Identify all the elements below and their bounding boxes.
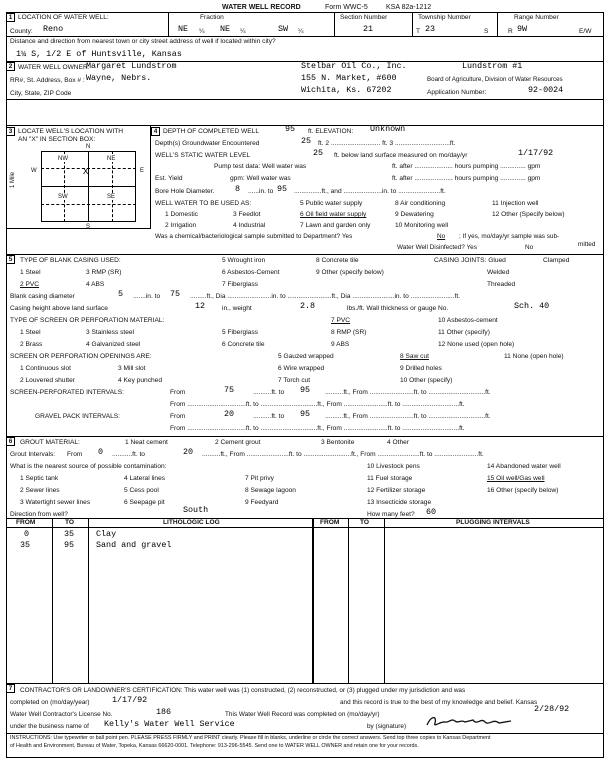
contam-option-5: 5 Cess pool [124,487,159,494]
screen-to-value: 95 [300,385,311,395]
contam-option-1: 1 Septic tank [20,475,59,482]
range-prefix: R [508,28,513,35]
static-level-label: WELL'S STATIC WATER LEVEL [155,152,251,159]
mile-label: 1 Mile [10,171,16,188]
opening-option-10: 10 Other (specify) [400,377,453,384]
section-number-value: 21 [363,24,374,34]
opening-option-8-selected: 8 Saw cut [400,353,429,360]
screen-option-12: 12 None used (open hole) [438,341,515,348]
distance-value: 1¼ S, 1/2 E of Huntsville, Kansas [16,49,182,59]
township-direction: S [484,28,489,35]
casing-height-value: 12 [195,301,206,311]
chemical-sample-mitted: mitted [578,241,596,248]
wall-thickness-label: lbs./ft. Wall thickness or gauge No. [347,305,449,312]
contam-option-13: 13 Insecticide storage [367,499,432,506]
screen-material-label: TYPE OF SCREEN OR PERFORATION MATERIAL: [10,317,165,324]
quarter-symbol: ¼ [298,28,304,35]
gravel-pack-label: GRAVEL PACK INTERVALS: [35,413,121,420]
casing-option-4: 4 ABS [86,281,105,288]
use-option-4: 4 Industrial [233,222,266,229]
casing-type-label: TYPE OF BLANK CASING USED: [20,257,121,264]
use-option-3: 3 Feedlot [233,211,261,218]
log-row-2-to: 95 [64,540,75,550]
locate-label-2: AN "X" IN SECTION BOX: [18,136,96,143]
log-header-from: FROM [16,519,36,526]
quadrant-nw: NW [58,156,68,162]
log-row-2-from: 35 [20,540,31,550]
business-name-value: Kelly's Water Well Service [104,719,235,729]
opening-option-7: 7 Torch cut [278,377,311,384]
from-label: From [67,451,83,458]
water-use-label: WELL WATER TO BE USED AS: [155,200,252,207]
casing-option-1: 1 Steel [20,269,41,276]
quarter-symbol: ¼ [240,28,246,35]
locate-label-1: LOCATE WELL'S LOCATION WITH [18,128,124,135]
groundwater-value: 25 [301,136,312,146]
grout-option-3: 3 Bentonite [321,439,355,446]
opening-option-3: 3 Mill slot [118,365,146,372]
casing-joints-welded: Welded [487,269,510,276]
use-option-10: 10 Monitoring well [395,222,449,229]
screen-option-3: 3 Stainless steel [86,329,135,336]
contam-option-12: 12 Fertilizer storage [367,487,426,494]
compass-north: N [86,144,91,150]
record-completed-label: This Water Well Record was completed on (mo/day/yr) [225,711,380,718]
log-row-1-from: 0 [24,529,30,539]
static-level-value: 25 [313,148,324,158]
yield-gpm-label: gpm: Well water was [230,175,291,182]
casing-diameter-value: 5 [118,289,124,299]
opening-option-6: 6 Wire wrapped [278,365,325,372]
lessee-address: 155 N. Market, #600 [301,73,397,83]
township-prefix: T [416,28,421,35]
township-label: Township Number [418,14,471,21]
fraction-label: Fraction [200,14,224,21]
casing-option-5: 5 Wrought iron [222,257,266,264]
log-header-to: TO [65,519,75,526]
city-label: City, State, ZIP Code [10,90,72,97]
direction-value: South [183,505,209,515]
opening-option-9: 9 Drilled holes [400,365,442,372]
section-number-label: Section Number [340,14,388,21]
completed-on-value: 1/17/92 [112,695,148,705]
use-option-2: 2 Irrigation [165,222,197,229]
screen-from-value: 75 [224,385,235,395]
section-7-number: 7 [6,684,15,693]
depth-label: DEPTH OF COMPLETED WELL [163,128,259,135]
yield-label: Est. Yield [155,175,183,182]
grout-from-value: 0 [98,447,104,457]
casing-option-9: 9 Other (specify below) [316,269,384,276]
lease-name: Lundstrom #1 [462,61,523,71]
contam-option-10: 10 Livestock pens [367,463,420,470]
range-value: 9W [517,24,528,34]
how-many-feet-value: 60 [426,507,437,517]
well-location-mark: X [83,167,89,177]
casing-height-label: Casing height above land surface [10,305,108,312]
plug-header-to: TO [360,519,370,526]
compass-west: W [31,168,37,174]
contam-option-6: 6 Seepage pit [124,499,165,506]
section-4-number: 4 [151,127,160,136]
compass-south: S [86,224,91,230]
gravel-to-value: 95 [300,409,311,419]
contam-option-3: 3 Watertight sewer lines [20,499,91,506]
use-option-8: 8 Air conditioning [395,200,446,207]
casing-weight-value: 2.8 [300,301,316,311]
wall-thickness-value: Sch. 40 [514,301,550,311]
use-option-1: 1 Domestic [165,211,198,218]
grout-option-4: 4 Other [387,439,409,446]
use-option-12: 12 Other (Specify below) [492,211,565,218]
section-1-number: 1 [6,13,15,22]
application-value: 92-0024 [528,85,564,95]
screen-intervals-label: SCREEN-PERFORATED INTERVALS: [10,389,124,396]
opening-option-4: 4 Key punched [118,377,162,384]
use-option-11: 11 Injection well [492,200,539,207]
owner-label: WATER WELL OWNER: [18,64,90,71]
groundwater-label: Depth(s) Groundwater Encountered [155,140,260,147]
grout-option-1: 1 Neat cement [125,439,168,446]
grout-to-value: 20 [183,447,194,457]
screen-option-6: 6 Concrete tile [222,341,265,348]
chemical-sample-label: Was a chemical/bacteriological sample submitted to Department? Yes [155,233,353,240]
screen-option-4: 4 Galvanized steel [86,341,141,348]
casing-option-6: 6 Asbestos-Cement [222,269,280,276]
contam-option-7: 7 Pit privy [245,475,274,482]
distance-label: Distance and direction from nearest town or city street address of well if located within city? [10,38,276,45]
section-6-number: 6 [6,437,15,446]
use-option-6-selected: 6 Oil field water supply [300,211,367,218]
use-option-5: 5 Public water supply [300,200,363,207]
bore-label: Bore Hole Diameter. [155,188,215,195]
instructions-line-1: INSTRUCTIONS: Use typewriter or ball point pen. PLEASE PRESS FIRMLY and PRINT clearly. Please fill in blanks, underline or circle the correct answers. Send top three copies to Kansas Department [10,735,491,741]
screen-option-10: 10 Asbestos-cement [438,317,498,324]
compass-east: E [140,168,145,174]
county-value: Reno [43,24,64,34]
form-title: WATER WELL RECORD [222,4,301,11]
casing-joints-clamped: Clamped [543,257,570,264]
license-value: 186 [156,707,172,717]
quadrant-ne: NE [107,156,116,162]
record-completed-value: 2/28/92 [534,704,570,714]
contam-option-14: 14 Abandoned water well [487,463,561,470]
screen-option-9: 9 ABS [331,341,350,348]
disinfected-label: Water Well Disinfected? Yes [397,244,477,251]
ksa-citation: KSA 82a-1212 [386,4,432,11]
signature [423,712,517,730]
instructions-line-2: of Health and Environment, Bureau of Water, Topeka, Kansas 66620-0001. Telephone: 913-296-5545. Send one to WATER WELL OWNER and retain one for your records. [10,743,419,749]
elevation-label: ft. ELEVATION: [308,128,354,135]
screen-option-7-selected: 7 PVC [331,317,351,324]
rr-label: RR#, St. Address, Box # : [10,77,85,84]
casing-diameter-label: Blank casing diameter [10,293,75,300]
business-name-label: under the business name of [10,723,89,730]
plug-header-from: FROM [320,519,340,526]
license-label: Water Well Contractor's License No. [10,711,113,718]
chemical-sample-no: No [437,233,446,240]
form-number: Form WWC-5 [325,4,368,11]
section-3-number: 3 [6,127,15,136]
contam-option-4: 4 Lateral lines [124,475,166,482]
screen-option-2: 2 Brass [20,341,43,348]
elevation-value: Unknown [370,124,406,134]
range-direction: E/W [579,28,592,35]
bore-to-value: 95 [277,184,288,194]
screen-option-5: 5 Fiberglass [222,329,258,336]
contam-option-11: 11 Fuel storage [367,475,413,482]
casing-weight-label: in., weight [222,305,252,312]
quarter-symbol: ¼ [199,28,205,35]
casing-option-8: 8 Concrete tile [316,257,359,264]
casing-option-2-selected: 2 PVC [20,281,40,288]
grout-option-2: 2 Cement grout [215,439,261,446]
county-label: County: [10,28,33,35]
how-many-feet-label: How many feet? [367,511,415,518]
log-row-1-to: 35 [64,529,75,539]
fraction-2: NE [220,24,231,34]
direction-label: Direction from well? [10,511,68,518]
application-label: Application Number: [427,89,487,96]
signature-label: by (signature) [367,723,407,730]
range-label: Range Number [514,14,559,21]
log-row-1-desc: Clay [96,529,117,539]
lessee-name: Stelbar Oil Co., Inc. [301,61,407,71]
grout-intervals-label: Grout Intervals: [10,451,56,458]
gravel-from-value: 20 [224,409,235,419]
fraction-1: NE [178,24,189,34]
certification-line-1: CONTRACTOR'S OR LANDOWNER'S CERTIFICATION: This water well was (1) constructed, (2) reconstructed, or (3) plugged under my jurisdiction and was [20,687,466,694]
contam-option-9: 9 Feedyard [245,499,279,506]
owner-value: Margaret Lundstrom [86,61,177,71]
quadrant-sw: SW [58,194,68,200]
certification-line-2: and this record is true to the best of my knowledge and belief. Kansas [340,699,538,706]
log-row-2-desc: Sand and gravel [96,540,172,550]
completed-on-label: completed on (mo/day/year) [10,699,90,706]
contamination-label: What is the nearest source of possible contamination: [10,463,167,470]
casing-diameter-to: 75 [170,289,181,299]
from-label: From [170,413,186,420]
openings-label: SCREEN OR PERFORATION OPENINGS ARE: [10,353,152,360]
chemical-sample-tail: ; If yes, mo/day/yr sample was sub- [459,233,560,240]
casing-joints-threaded: Threaded [487,281,516,288]
section-5-number: 5 [6,255,15,264]
contam-option-8: 8 Sewage lagoon [245,487,296,494]
bore-value: 8 [235,184,241,194]
location-label: LOCATION OF WATER WELL: [18,14,109,21]
contam-option-15-selected: 15 Oil well/Gas well [487,475,545,482]
contam-option-2: 2 Sewer lines [20,487,60,494]
opening-option-1: 1 Continuous slot [20,365,71,372]
opening-option-5: 5 Gauzed wrapped [278,353,334,360]
grout-material-label: GROUT MATERIAL: [20,439,80,446]
opening-option-11: 11 None (open hole) [504,353,564,360]
contam-option-16: 16 Other (specify below) [487,487,559,494]
casing-joints-label: CASING JOINTS: Glued [434,257,506,264]
rr-value: Wayne, Nebrs. [86,73,152,83]
pump-test-label: Pump test data: Well water was [214,163,307,170]
static-level-tail: ft. below land surface measured on mo/day/yr [334,152,468,159]
plug-header-intervals: PLUGGING INTERVALS [456,519,530,526]
quadrant-se: SE [107,194,116,200]
lessee-city: Wichita, Ks. 67202 [301,85,392,95]
opening-option-2: 2 Louvered shutter [20,377,75,384]
screen-option-11: 11 Other (specify) [438,329,490,336]
casing-option-7: 7 Fiberglass [222,281,258,288]
screen-option-8: 8 RMP (SR) [331,329,367,336]
log-header-lithologic: LITHOLOGIC LOG [163,519,220,526]
use-option-7: 7 Lawn and garden only [300,222,371,229]
fraction-3: SW [278,24,289,34]
use-option-9: 9 Dewatering [395,211,434,218]
casing-option-3: 3 RMP (SR) [86,269,122,276]
from-label: From [170,389,186,396]
static-level-date: 1/17/92 [518,148,554,158]
screen-option-1: 1 Steel [20,329,41,336]
disinfected-no: No [525,244,534,251]
board-label: Board of Agriculture, Division of Water Resources [427,76,563,83]
section-2-number: 2 [6,62,15,71]
township-value: 23 [425,24,436,34]
depth-value: 95 [285,124,296,134]
